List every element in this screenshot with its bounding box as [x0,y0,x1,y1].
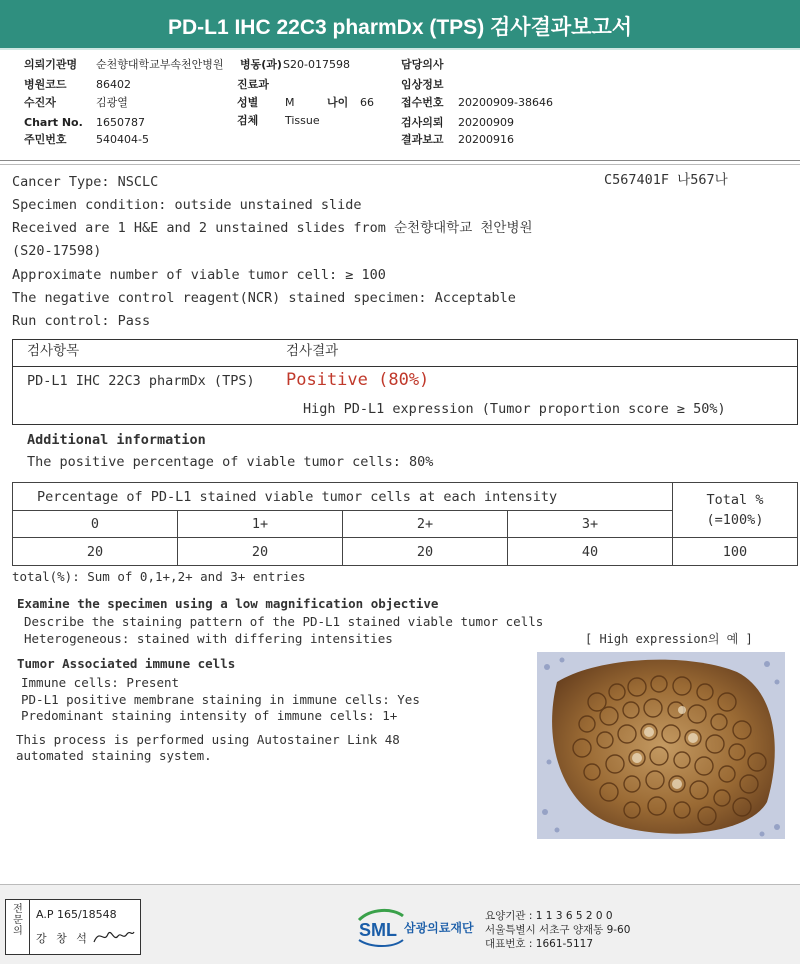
signer-name: 강 창 석 [36,932,90,945]
institution-code: 요양기관 : 1 1 3 6 5 2 0 0 [485,910,613,922]
table-footnote: total(%): Sum of 0,1+,2+ and 3+ entries [12,569,306,584]
hospital-code-value: 86402 [96,78,131,91]
specimen-condition: Specimen condition: outside unstained slide [12,197,362,213]
example-caption: [ High expression의 예 ] [585,632,753,646]
additional-text: The positive percentage of viable tumor cells: 80% [27,454,434,470]
chart-label: Chart No. [24,116,83,129]
patient-value: 김광열 [96,96,128,109]
signer-role: 전문의 [13,904,23,937]
ncr-text: The negative control reagent(NCR) stained specimen: Acceptable [12,290,516,306]
phone: 대표번호 : 1661-5117 [485,938,594,950]
specimen-label: 검체 [237,114,259,127]
header-divider [0,160,800,161]
report-title: PD-L1 IHC 22C3 pharmDx (TPS) 검사결과보고서 [0,0,800,48]
process-line1: This process is performed using Autostainer Link 48 [16,732,400,747]
signature-scribble [92,924,136,948]
examine-line1: Describe the staining pattern of the PD-L1 stained viable tumor cells [24,614,544,629]
ward-value: S20-017598 [283,58,350,71]
specimen-value: Tissue [285,114,320,127]
id-label: 주민번호 [24,133,67,146]
footer-divider [0,884,800,885]
intensity-col-0: 0 [13,511,178,538]
received-ref: (S20-17598) [12,243,102,259]
address: 서울특별시 서초구 양재동 9-60 [485,924,631,936]
micrograph-image [537,652,785,839]
age-value: 66 [360,96,374,109]
sex-value: M [285,96,295,109]
test-item: PD-L1 IHC 22C3 pharmDx (TPS) [27,373,255,389]
intensity-value-0: 20 [13,538,178,566]
chart-value: 1650787 [96,116,145,129]
intensity-total: 100 [673,538,798,566]
report-date-value: 20200916 [458,133,514,146]
immune-line2: PD-L1 positive membrane staining in immune cells: Yes [21,692,420,707]
receipt-no-label: 접수번호 [401,96,444,109]
result-box-divider [13,366,797,367]
intensity-col-2: 2+ [343,511,508,538]
patient-label: 수진자 [24,96,56,109]
ward-label: 병동(과) [240,58,282,71]
examine-line2: Heterogeneous: stained with differing intensities [24,631,393,646]
clinical-info-label: 임상정보 [401,78,444,91]
run-control: Run control: Pass [12,313,151,329]
process-line2: automated staining system. [16,748,212,763]
total-header [673,483,798,538]
immune-line1: Immune cells: Present [21,675,180,690]
sex-label: 성별 [237,96,259,109]
col-item-header: 검사항목 [27,343,80,359]
intensity-table [12,482,798,566]
specimen-code: C567401F 나567나 [604,172,728,188]
signature-box-divider [29,900,30,954]
additional-heading: Additional information [27,432,206,448]
intensity-col-3: 3+ [508,511,673,538]
intensity-value-2: 20 [343,538,508,566]
hospital-code-label: 병원코드 [24,78,67,91]
intensity-header: Percentage of PD-L1 stained viable tumor cells at each intensity [13,483,673,511]
total-header-line2: (=100%) [706,512,764,528]
intensity-value-3: 40 [508,538,673,566]
immune-heading: Tumor Associated immune cells [17,656,236,671]
org-name: 삼광의료재단 [404,921,474,935]
viable-cells: Approximate number of viable tumor cell: ≥ 100 [12,267,386,283]
department-label: 진료과 [237,78,269,91]
institution-value: 순천향대학교부속천안병원 [96,58,224,71]
signer-ref: A.P 165/18548 [36,908,117,921]
col-result-header: 검사결과 [286,343,339,359]
received-text: Received are 1 H&E and 2 unstained slides from 순천향대학교 천안병원 [12,220,533,236]
report-date-label: 결과보고 [401,133,444,146]
signature-box [5,899,141,955]
request-date-label: 검사의뢰 [401,116,444,129]
intensity-col-1: 1+ [178,511,343,538]
svg-text:SML: SML [359,920,397,940]
title-underline [0,48,800,50]
header-divider-2 [0,164,800,165]
immune-line3: Predominant staining intensity of immune cells: 1+ [21,708,398,723]
result-interpretation: High PD-L1 expression (Tumor proportion score ≥ 50%) [303,401,726,417]
receipt-no-value: 20200909-38646 [458,96,553,109]
institution-label: 의뢰기관명 [24,58,78,71]
id-value: 540404-5 [96,133,149,146]
examine-heading: Examine the specimen using a low magnification objective [17,596,439,611]
intensity-value-1: 20 [178,538,343,566]
request-date-value: 20200909 [458,116,514,129]
cancer-type: Cancer Type: NSCLC [12,174,159,190]
result-positive: Positive (80%) [286,370,430,390]
physician-label: 담당의사 [401,58,444,71]
age-label: 나이 [327,96,349,109]
total-header-line1: Total % [706,492,764,508]
